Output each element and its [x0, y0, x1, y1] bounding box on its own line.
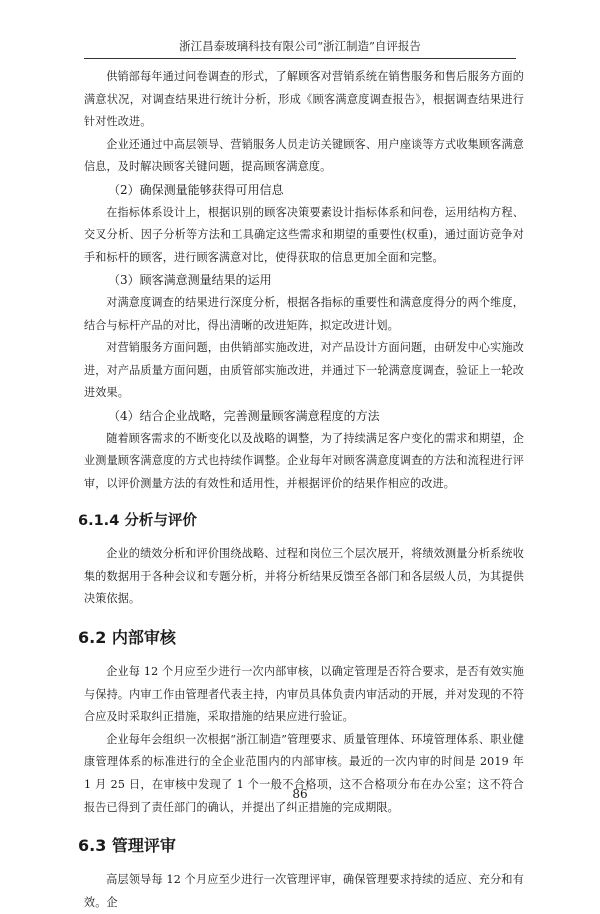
subsection-heading: （3）顾客满意测量结果的运用: [108, 273, 272, 288]
paragraph: 对满意度调查的结果进行深度分析，根据各指标的重要性和满意度得分的两个维度，结合与标杆产品的对比，得出清晰的改进矩阵，拟定改进计划。: [84, 295, 524, 332]
section-heading-6-3: 6.3 管理评审: [78, 836, 176, 856]
paragraph: 在指标体系设计上，根据识别的顾客决策要素设计指标体系和问卷，运用结构方程、交叉分析、因子分析等方法和工具确定这些需求和期望的重要性(权重)，通过面访竞争对手和标杆的顾客，进行顾客满意对比，使得获取的信息更加全面和完整。: [84, 205, 524, 264]
paragraph: 供销部每年通过问卷调查的形式，了解顾客对营销系统在销售服务和售后服务方面的满意状况，对调查结果进行统计分析，形成《顾客满意度调查报告》，根据调查结果进行针对性改进。: [84, 70, 524, 129]
subsection-heading: （2）确保测量能够获得可用信息: [108, 182, 284, 197]
header-divider: [84, 58, 516, 59]
paragraph: 随着顾客需求的不断变化以及战略的调整，为了持续满足客户变化的需求和期望，企业测量顾客满意度的方式也持续作调整。企业每年对顾客满意度调查的方法和流程进行评审，以评价测量方法的有效性和适用性，并根据评价的结果作相应的改进。: [84, 431, 524, 490]
section-heading-6-1-4: 6.1.4 分析与评价: [78, 513, 197, 530]
paragraph: 企业还通过中高层领导、营销服务人员走访关键顾客、用户座谈等方式收集顾客满意信息，及时解决顾客关键问题，提高顾客满意度。: [84, 137, 524, 174]
paragraph: 企业每 12 个月应至少进行一次内部审核，以确定管理是否符合要求，是否有效实施与保持。内审工作由管理者代表主持，内审员具体负责内审活动的开展，并对发现的不符合应及时采取纠正措施，采取措施的结果应进行验证。: [84, 665, 524, 724]
page-number: 86: [292, 787, 308, 801]
paragraph: 企业每年会组织一次根据“浙江制造”管理要求、质量管理体、环境管理体系、职业健康管理体系的标准进行的全企业范围内的内部审核。最近的一次内审的时间是 2019 年 1 月 25 日，在审核中发现了 1 个一般不合格项，这不合格项分布在办公室；这不符合报告已得到了责任部门的确认，并提出了纠正措施的完成期限。: [84, 732, 524, 814]
subsection-heading: （4）结合企业战略，完善测量顾客满意程度的方法: [108, 408, 380, 423]
running-header: 浙江昌泰玻璃科技有限公司“浙江制造”自评报告: [179, 39, 421, 53]
section-heading-6-2: 6.2 内部审核: [78, 628, 176, 648]
paragraph: 企业的绩效分析和评价围绕战略、过程和岗位三个层次展开，将绩效测量分析系统收集的数据用于各种会议和专题分析，并将分析结果反馈至各部门和各层级人员，为其提供决策依据。: [84, 547, 524, 606]
paragraph: 高层领导每 12 个月应至少进行一次管理评审，确保管理要求持续的适应、充分和有效。企: [84, 873, 524, 909]
paragraph: 对营销服务方面问题，由供销部实施改进，对产品设计方面问题，由研发中心实施改进，对产品质量方面问题，由质管部实施改进，并通过下一轮满意度调查，验证上一轮改进效果。: [84, 341, 524, 400]
